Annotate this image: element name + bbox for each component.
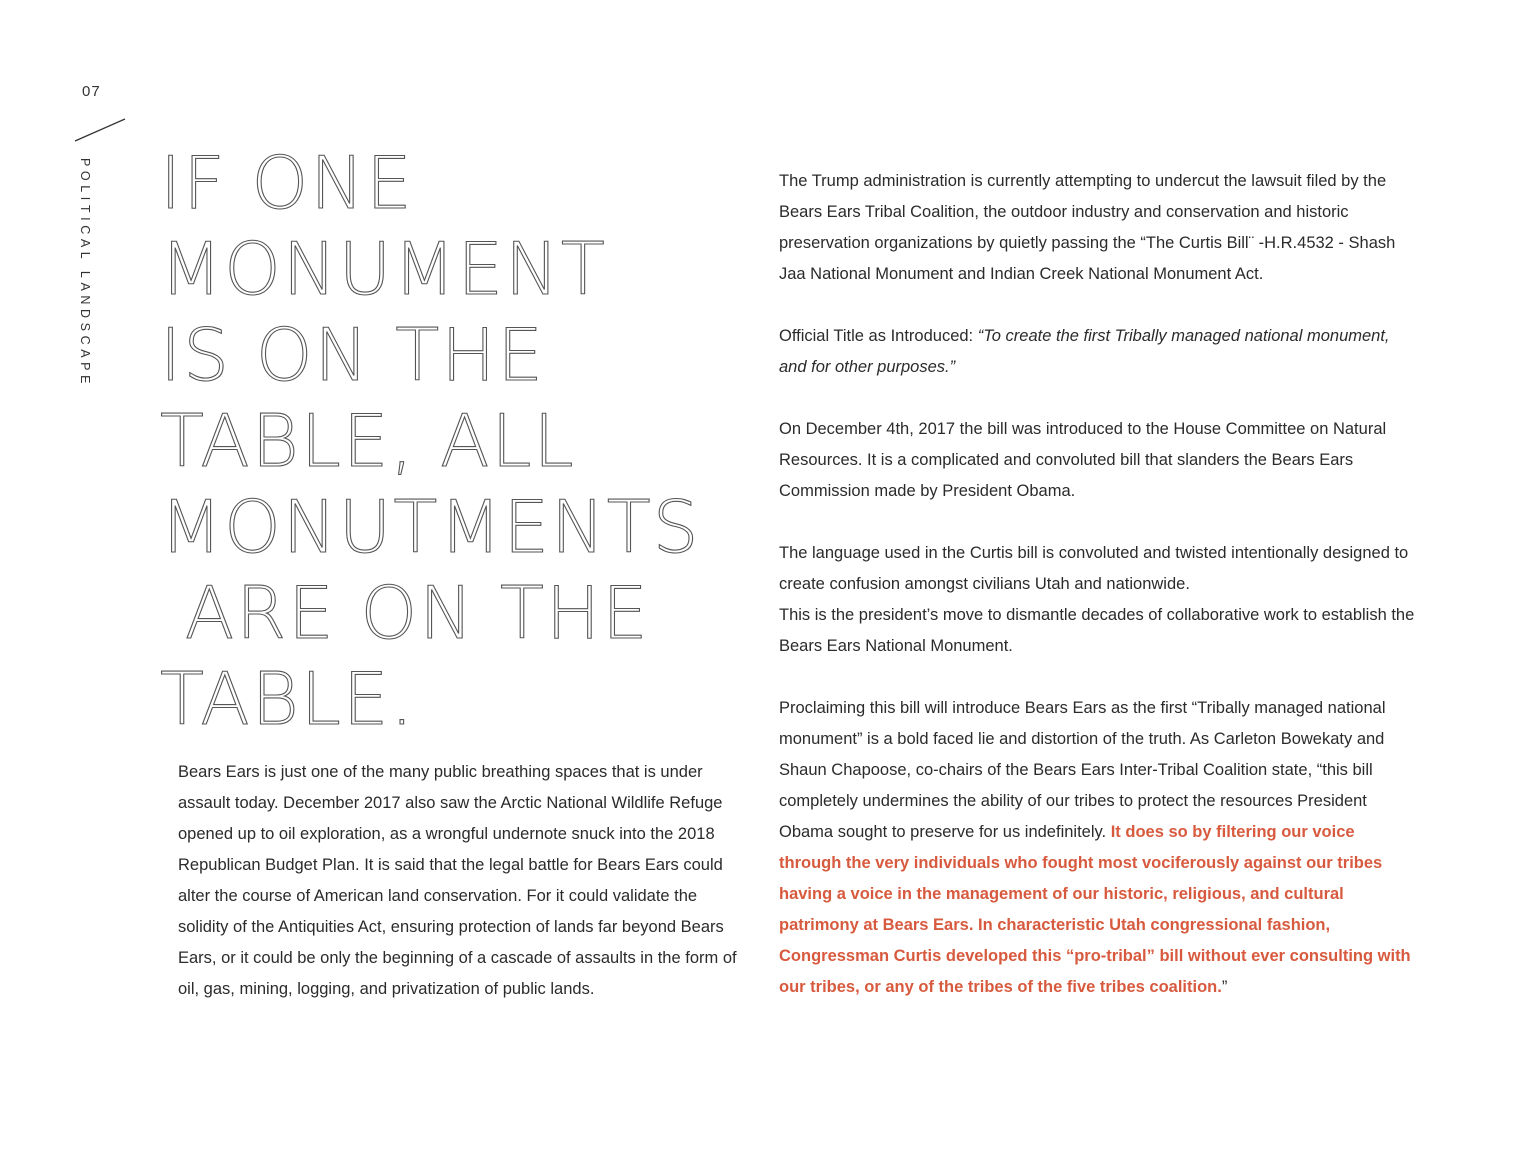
headline-line: TABLE, ALL [160, 399, 576, 483]
headline-line: MONUMENT [160, 227, 607, 311]
headline-line: MONUTMENTS [160, 485, 701, 569]
official-title-label: Official Title as Introduced: [779, 327, 978, 345]
left-body-text: Bears Ears is just one of the many public breathing spaces that is under assault today. December 2017 also saw the Arctic National Wildlife Refuge opened up to oil exploration, as a wrongful undernote snuck into the 2018 Republican Budget Plan. It is said that the legal battle for Bears Ears could alter the course of American land conservation. For it could validate the solidity of the Antiquities Act, ensuring protection of lands far beyond Bears Ears, or it could be only the beginning of a cascade of assaults in the form of oil, gas, mining, logging, and privatization of public lands. [178, 763, 737, 998]
headline-line: IS ON THE [160, 313, 545, 397]
paragraph-proclaiming [779, 693, 1419, 1003]
headline [160, 140, 740, 742]
page-number: 07 [82, 83, 101, 100]
paragraph-curtis-bill: The Trump administration is currently attempting to undercut the lawsuit filed by the Bears Ears Tribal Coalition, the outdoor industry and conservation and historic preservation organizations by quietly passing the “The Curtis Bill¨ -H.R.4532 - Shash Jaa National Monument and Indian Creek National Monument Act. [779, 172, 1396, 283]
headline-line: IF ONE [160, 141, 414, 225]
headline-line: ARE ON THE [160, 571, 650, 655]
language-line-2: This is the president’s move to dismantle decades of collaborative work to establish the Bears Ears National Monument. [779, 606, 1415, 655]
headline-line: TABLE. [160, 657, 416, 741]
paragraph-official-title [779, 321, 1419, 383]
proclaiming-intro: Proclaiming this bill will introduce Bears Ears as the first “Tribally managed national monument” is a bold faced lie and distortion of the truth. As Carleton Bowekaty and Shaun Chapoose, co-chairs of the Bears Ears Inter-Tribal Coalition state, “this bill completely undermines the ability of our tribes to protect the resources President Obama sought to preserve for us indefinitely. [779, 699, 1386, 841]
paragraph-language [779, 538, 1419, 662]
closing-quote-mark: ” [1221, 978, 1228, 996]
right-column [779, 166, 1419, 1034]
highlighted-quote: It does so by filtering our voice through the very individuals who fought most vociferously against our tribes having a voice in the management of our historic, religious, and cultural patrimony at Bears Ears. In characteristic Utah congressional fashion, Congressman Curtis developed this “pro-tribal” bill without ever consulting with our tribes, or any of the tribes of the five tribes coalition. [779, 823, 1411, 996]
section-label: POLITICAL LANDSCAPE [78, 158, 92, 389]
divider-slash [73, 117, 127, 143]
language-line-1: The language used in the Curtis bill is convoluted and twisted intentionally designed to create confusion amongst civilians Utah and nationwide. [779, 544, 1409, 593]
official-title-quote: “To create the first Tribally managed national monument, and for other purposes.” [779, 327, 1390, 376]
paragraph-introduction-date: On December 4th, 2017 the bill was introduced to the House Committee on Natural Resources. It is a complicated and convoluted bill that slanders the Bears Ears Commission made by President Obama. [779, 420, 1387, 500]
